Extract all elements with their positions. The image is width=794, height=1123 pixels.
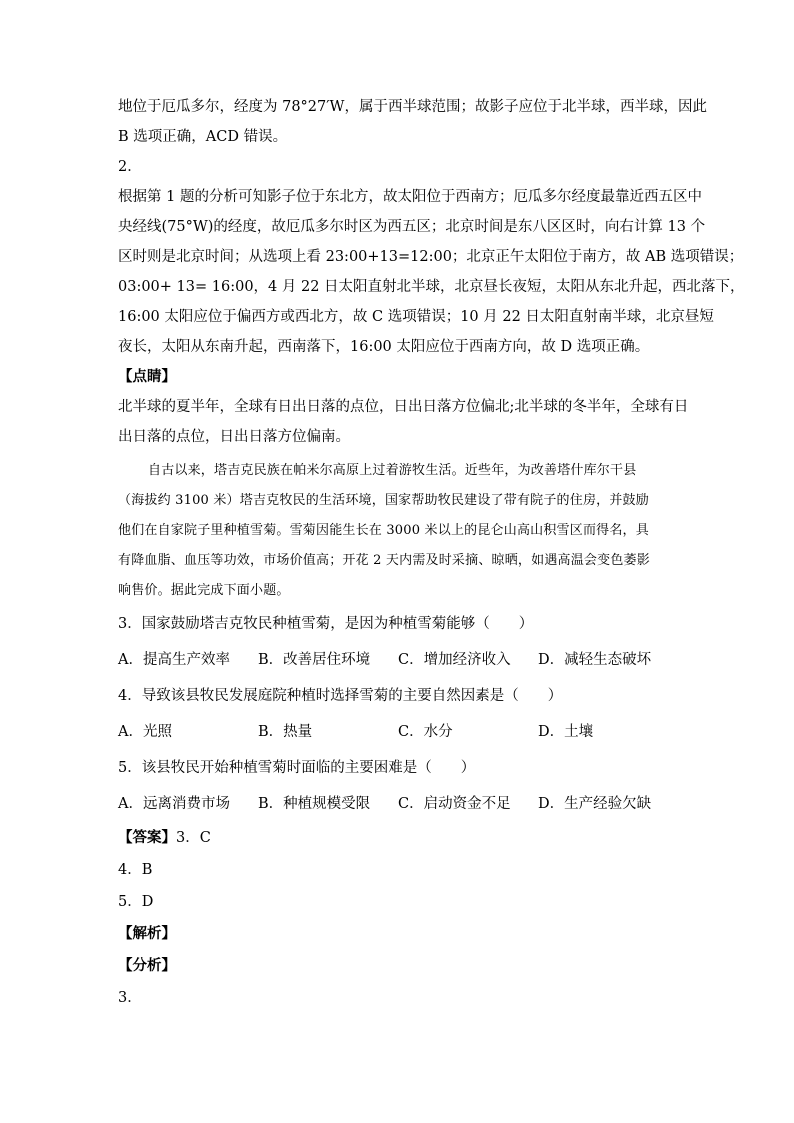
option-row: [118, 714, 678, 750]
explanation-line: 区时则是北京时间；从选项上看 23:00+13=12:00；北京正午太阳位于南方，故 AB 选项错误；: [118, 249, 744, 265]
option-a: A．远离消费市场: [118, 796, 230, 812]
passage-line: 有降血脂、血压等功效，市场价值高；开花 2 天内需及时采摘、晾晒，如遇高温会变色萎影: [118, 553, 650, 568]
option-b: B．改善居住环境: [258, 652, 371, 668]
explanation-line: B 选项正确，ACD 错误。: [118, 129, 288, 145]
passage-line: 自古以来，塔吉克民族在帕米尔高原上过着游牧生活。近些年，为改善塔什库尔干县: [148, 463, 637, 478]
explanation-line: 地位于厄瓜多尔，经度为 78°27′W，属于西半球范围；故影子应位于北半球，西半球，因此: [118, 99, 707, 115]
answer-block: [118, 822, 678, 1014]
reading-passage: [118, 456, 678, 606]
question-number: 3．: [118, 990, 142, 1006]
answer-4: 4．B: [118, 862, 153, 878]
question-4: [118, 678, 678, 750]
option-b: B．种植规模受限: [258, 796, 371, 812]
question-number: 2．: [118, 159, 142, 175]
option-a: A．光照: [118, 724, 172, 740]
jiexi-label: 【解析】: [118, 925, 176, 942]
answer-label: 【答案】: [118, 829, 176, 846]
question-stem: 5．该县牧民开始种植雪菊时面临的主要困难是（ ）: [118, 760, 476, 776]
question-stem: 3．国家鼓励塔吉克牧民种植雪菊，是因为种植雪菊能够（ ）: [118, 616, 534, 632]
option-c: C．启动资金不足: [398, 796, 511, 812]
option-row: [118, 786, 678, 822]
dianjing-block: [118, 392, 689, 452]
option-row: [118, 642, 678, 678]
option-a: A．提高生产效率: [118, 652, 230, 668]
option-b: B．热量: [258, 724, 313, 740]
question-3: [118, 606, 678, 678]
option-c: C．水分: [398, 724, 453, 740]
question-stem: 4．导致该县牧民发展庭院种植时选择雪菊的主要自然因素是（ ）: [118, 688, 563, 704]
dianjing-line: 北半球的夏半年，全球有日出日落的点位，日出日落方位偏北;北半球的冬半年，全球有日: [118, 399, 689, 415]
option-d: D．土壤: [538, 724, 594, 740]
explanation-line: 根据第 1 题的分析可知影子位于东北方，故太阳位于西南方；厄瓜多尔经度最靠近西五区中: [118, 189, 702, 205]
document-page: [118, 92, 745, 1014]
option-d: D．生产经验欠缺: [538, 796, 652, 812]
explanation-block: [118, 92, 745, 362]
explanation-line: 03:00+ 13= 16:00，4 月 22 日太阳直射北半球，北京昼长夜短，太阳从东北升起，西北落下，: [118, 279, 745, 295]
answer-5: 5．D: [118, 894, 154, 910]
question-5: [118, 750, 678, 822]
explanation-line: 16:00 太阳应位于偏西方或西北方，故 C 选项错误；10 月 22 日太阳直射南半球，北京昼短: [118, 309, 714, 325]
answer-3: 3．C: [176, 830, 211, 846]
dianjing-label: 【点睛】: [118, 368, 176, 385]
explanation-line: 央经线(75°W)的经度，故厄瓜多尔时区为西五区；北京时间是东八区区时，向右计算 13 个: [118, 219, 706, 235]
passage-line: （海拔约 3100 米）塔吉克牧民的生活环境，国家帮助牧民建设了带有院子的住房，并鼓励: [118, 493, 649, 508]
dianjing-line: 出日落的点位，日出日落方位偏南。: [118, 429, 350, 445]
option-d: D．减轻生态破坏: [538, 652, 652, 668]
explanation-line: 夜长，太阳从东南升起，西南落下，16:00 太阳应位于西南方向，故 D 选项正确。: [118, 339, 650, 355]
passage-line: 他们在自家院子里种植雪菊。雪菊因能生长在 3000 米以上的昆仑山高山积雪区而得名，具: [118, 523, 649, 538]
answer-line: [118, 822, 678, 854]
option-c: C．增加经济收入: [398, 652, 511, 668]
fenxi-label: 【分析】: [118, 957, 176, 974]
passage-line: 响售价。据此完成下面小题。: [118, 583, 290, 598]
